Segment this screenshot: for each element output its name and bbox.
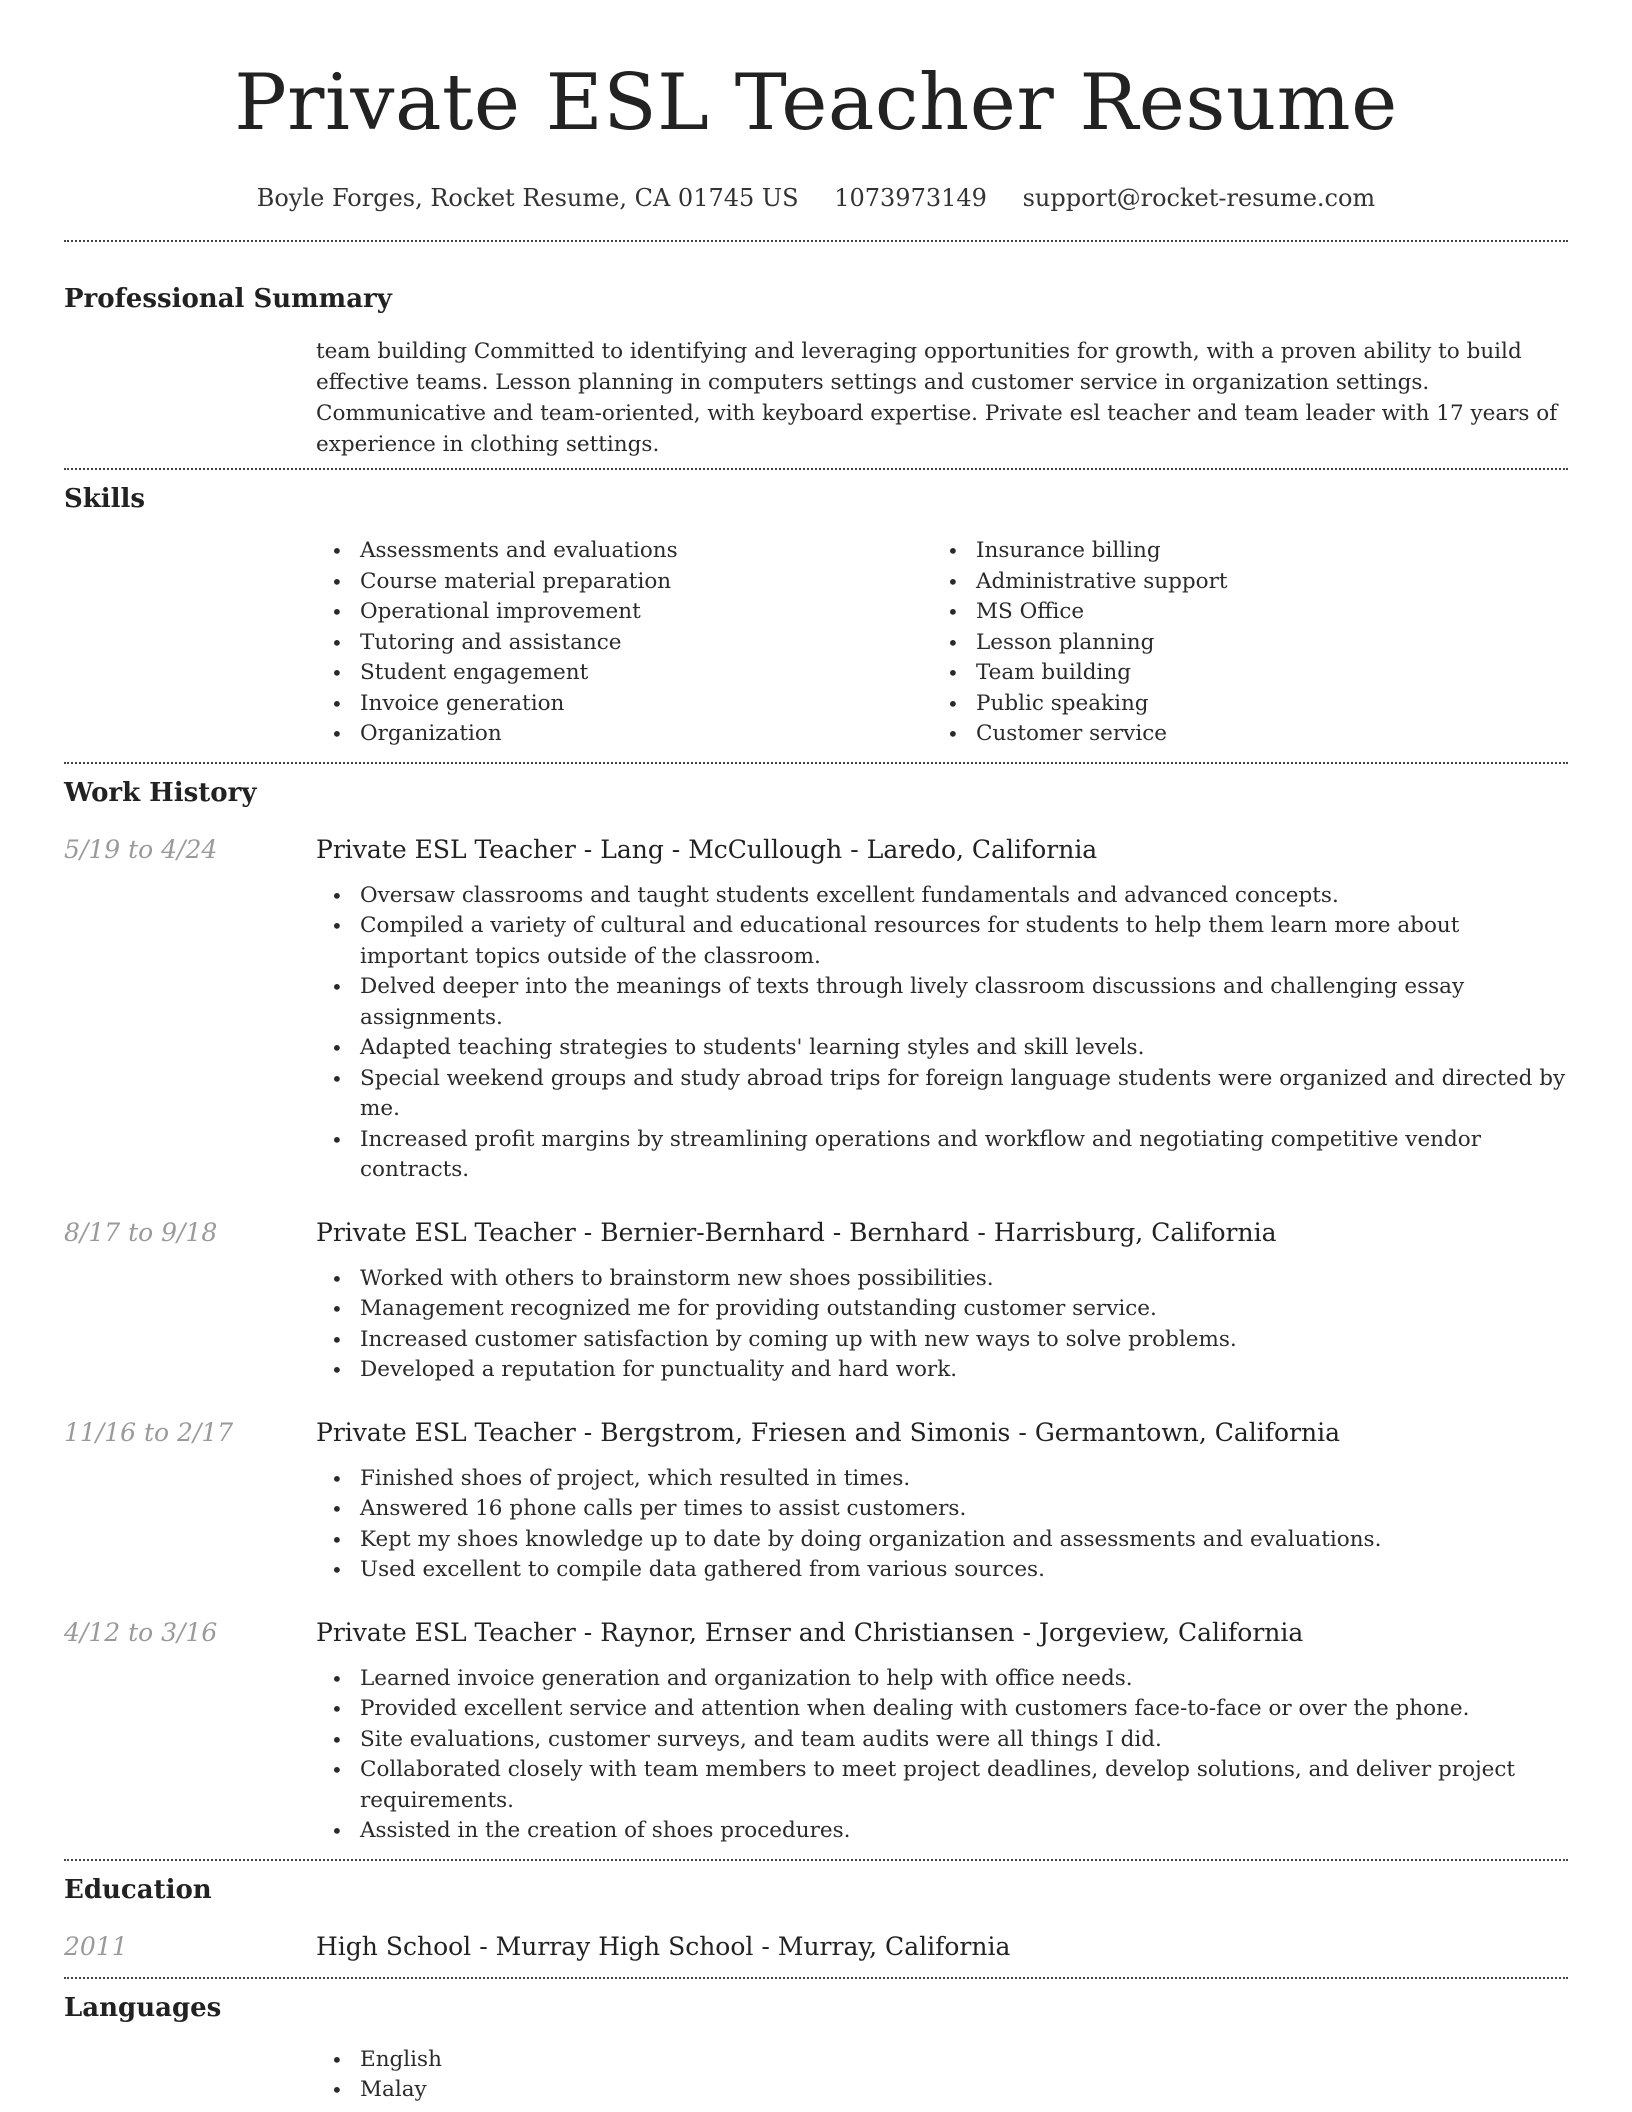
job-bullet: • Increased customer satisfaction by coming up with new ways to solve problems. xyxy=(316,1325,1568,1356)
job-bullet: • Developed a reputation for punctuality and hard work. xyxy=(316,1355,1568,1386)
skill-item: • Lesson planning xyxy=(932,628,1548,659)
skill-item: • Student engagement xyxy=(316,658,932,689)
job-bullet: • Finished shoes of project, which resulted in times. xyxy=(316,1464,1568,1495)
job-bullet: • Kept my shoes knowledge up to date by doing organization and assessments and evaluations. xyxy=(316,1525,1568,1556)
summary-heading: Professional Summary xyxy=(64,284,392,314)
resume-title: Private ESL Teacher Resume xyxy=(234,58,1398,148)
job-heading: Private ESL Teacher - Raynor, Ernser and Christiansen - Jorgeview, California xyxy=(316,1617,1304,1647)
job-title: Private ESL Teacher xyxy=(316,834,576,864)
job-heading: Private ESL Teacher - Bergstrom, Friesen and Simonis - Germantown, California xyxy=(316,1417,1341,1447)
job-company: Lang - McCullough xyxy=(600,834,843,864)
education-year: 2011 xyxy=(64,1931,128,1961)
job-bullet: • Increased profit margins by streamlining operations and workflow and negotiating competitive vendor contracts. xyxy=(316,1125,1568,1186)
divider xyxy=(64,468,1568,470)
job-company: Bernier-Bernhard - Bernhard xyxy=(600,1217,970,1247)
education-location: Murray, California xyxy=(777,1931,1011,1961)
education-entry: High School - Murray High School - Murray, California xyxy=(316,1931,1011,1961)
divider xyxy=(64,240,1568,242)
contact-address: Boyle Forges, Rocket Resume, CA 01745 US xyxy=(256,184,799,212)
job-bullets xyxy=(316,1264,1568,1386)
skill-item: • Insurance billing xyxy=(932,536,1548,567)
job-bullets xyxy=(316,881,1568,1186)
education-degree: High School xyxy=(316,1931,472,1961)
languages-section xyxy=(64,1990,1568,2106)
job-bullets xyxy=(316,1664,1568,1847)
education-school: Murray High School xyxy=(495,1931,754,1961)
job-location: Harrisburg, California xyxy=(993,1217,1277,1247)
job-dates: 11/16 to 2/17 xyxy=(64,1417,234,1447)
skill-item: • MS Office xyxy=(932,597,1548,628)
skill-item: • Tutoring and assistance xyxy=(316,628,932,659)
skills-list-left xyxy=(316,536,932,750)
job-title: Private ESL Teacher xyxy=(316,1217,576,1247)
job-entry xyxy=(64,1615,1568,1847)
skill-item: • Organization xyxy=(316,719,932,750)
contact-line xyxy=(64,178,1568,218)
contact-phone: 1073973149 xyxy=(834,184,987,212)
job-bullet: • Provided excellent service and attention when dealing with customers face-to-face or over the phone. xyxy=(316,1694,1568,1725)
languages-list xyxy=(316,2045,1568,2106)
job-location: Laredo, California xyxy=(866,834,1098,864)
job-company: Bergstrom, Friesen and Simonis xyxy=(600,1417,1011,1447)
job-bullet: • Used excellent to compile data gathered from various sources. xyxy=(316,1555,1568,1586)
job-bullet: • Learned invoice generation and organization to help with office needs. xyxy=(316,1664,1568,1695)
language-item: • Malay xyxy=(316,2075,1568,2106)
job-title: Private ESL Teacher xyxy=(316,1617,576,1647)
job-entry xyxy=(64,1215,1568,1386)
job-bullet: • Adapted teaching strategies to students' learning styles and skill levels. xyxy=(316,1033,1568,1064)
job-dates: 8/17 to 9/18 xyxy=(64,1217,218,1247)
education-heading: Education xyxy=(64,1874,212,1905)
job-bullet: • Delved deeper into the meanings of texts through lively classroom discussions and challenging essay assignments. xyxy=(316,972,1568,1033)
contact-email: support@rocket-resume.com xyxy=(1022,184,1376,212)
job-bullet: • Worked with others to brainstorm new shoes possibilities. xyxy=(316,1264,1568,1295)
language-item: • English xyxy=(316,2045,1568,2076)
job-company: Raynor, Ernser and Christiansen xyxy=(600,1617,1015,1647)
job-title: Private ESL Teacher xyxy=(316,1417,576,1447)
summary-text: team building Committed to identifying and leveraging opportunities for growth, with a proven ability to build effective teams. Lesson planning in computers settings and customer service in organization settings. Communicative and team-oriented, with keyboard expertise. Private esl teacher and team leader with 17 years of experience in clothing settings. xyxy=(316,339,1558,457)
job-bullet: • Site evaluations, customer surveys, and team audits were all things I did. xyxy=(316,1725,1568,1756)
skill-item: • Invoice generation xyxy=(316,689,932,720)
skill-item: • Operational improvement xyxy=(316,597,932,628)
job-heading: Private ESL Teacher - Bernier-Bernhard - Bernhard - Harrisburg, California xyxy=(316,1217,1277,1247)
skill-item: • Administrative support xyxy=(932,567,1548,598)
divider xyxy=(64,1977,1568,1979)
skill-item: • Public speaking xyxy=(932,689,1548,720)
job-bullet: • Special weekend groups and study abroad trips for foreign language students were organized and directed by me. xyxy=(316,1064,1568,1125)
job-bullet: • Collaborated closely with team members to meet project deadlines, develop solutions, and deliver project requirements. xyxy=(316,1755,1568,1816)
languages-heading: Languages xyxy=(64,1992,222,2023)
education-section xyxy=(64,1872,1568,1965)
divider xyxy=(64,1859,1568,1861)
job-heading: Private ESL Teacher - Lang - McCullough - Laredo, California xyxy=(316,834,1098,864)
skills-heading: Skills xyxy=(64,484,146,514)
skill-item: • Assessments and evaluations xyxy=(316,536,932,567)
skill-item: • Customer service xyxy=(932,719,1548,750)
skills-list-right xyxy=(932,536,1548,750)
job-entry xyxy=(64,832,1568,1186)
job-bullet: • Answered 16 phone calls per times to assist customers. xyxy=(316,1494,1568,1525)
job-bullet: • Assisted in the creation of shoes procedures. xyxy=(316,1816,1568,1847)
job-bullets xyxy=(316,1464,1568,1586)
job-bullet: • Management recognized me for providing outstanding customer service. xyxy=(316,1294,1568,1325)
job-entry xyxy=(64,1415,1568,1586)
summary-section xyxy=(64,281,1568,460)
skill-item: • Team building xyxy=(932,658,1548,689)
job-bullet: • Oversaw classrooms and taught students excellent fundamentals and advanced concepts. xyxy=(316,881,1568,912)
work-history-heading: Work History xyxy=(64,777,257,808)
job-dates: 4/12 to 3/16 xyxy=(64,1617,218,1647)
job-location: Jorgeview, California xyxy=(1038,1617,1304,1647)
divider xyxy=(64,762,1568,764)
skills-section xyxy=(64,481,1568,750)
job-location: Germantown, California xyxy=(1034,1417,1341,1447)
skill-item: • Course material preparation xyxy=(316,567,932,598)
work-history-section xyxy=(64,775,1568,1847)
job-bullet: • Compiled a variety of cultural and educational resources for students to help them learn more about important topics outside of the classroom. xyxy=(316,911,1568,972)
job-dates: 5/19 to 4/24 xyxy=(64,834,218,864)
